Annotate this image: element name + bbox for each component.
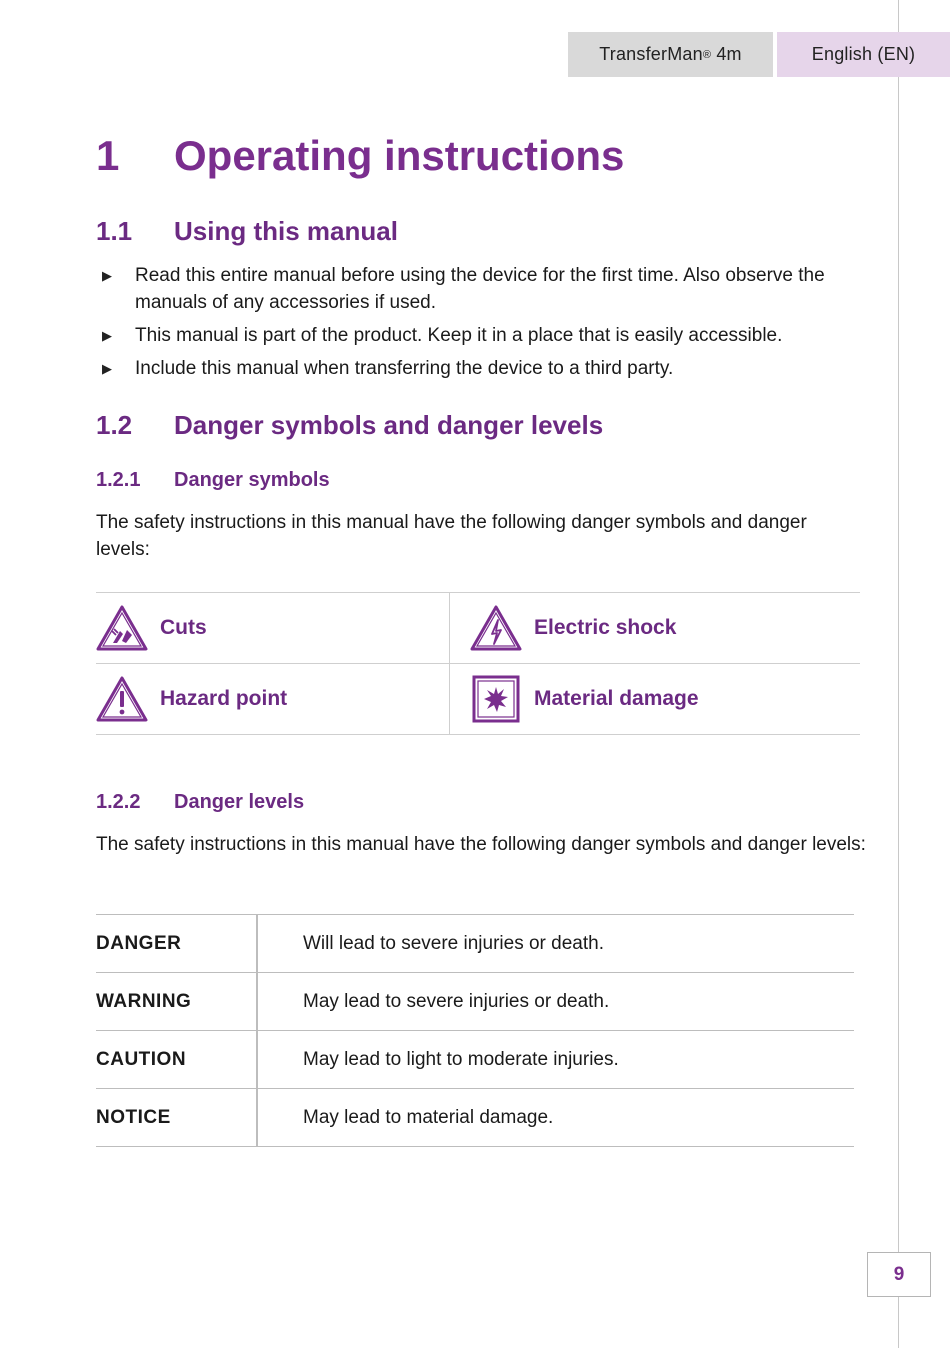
table-row [96,664,860,735]
header-product-tab [568,32,773,77]
material-damage-icon [470,675,522,723]
section-number: 1.2 [96,410,133,440]
chapter-title: Operating instructions [174,132,625,179]
header-language: English (EN) [811,44,916,64]
danger-levels-table [96,914,854,1147]
electric-shock-warning-icon [470,604,522,652]
header-language-tab [777,32,950,77]
level-description: May lead to material damage. [257,1089,854,1147]
table-row [96,593,860,664]
subsection-title: Danger symbols [174,469,330,491]
hazard-point-warning-icon [96,675,148,723]
danger-levels-intro: The safety instructions in this manual have the following danger symbols and danger levels: [96,834,866,855]
danger-symbols-table [96,592,860,735]
header-product-suffix: 4m [711,44,742,64]
subsection-title: Danger levels [174,791,305,813]
table-row [96,1031,854,1089]
level-key: CAUTION [96,1031,257,1089]
level-description: May lead to light to moderate injuries. [257,1031,854,1089]
right-margin-line [898,0,899,1348]
bullet-text: This manual is part of the product. Keep it in a place that is easily accessible. [135,325,783,346]
table-row [96,915,854,973]
level-description: Will lead to severe injuries or death. [257,915,854,973]
list-item [96,355,856,382]
page-number-box [867,1252,931,1297]
level-description: May lead to severe injuries or death. [257,973,854,1031]
header-product-reg: ® [702,48,712,61]
danger-symbols-intro: The safety instructions in this manual have the following danger symbols and danger levels: [96,512,807,560]
bullet-arrow-icon: ▶ [102,361,112,376]
level-key: DANGER [96,915,257,973]
list-item [96,322,856,349]
level-key: WARNING [96,973,257,1031]
subsection-number: 1.2.2 [96,791,141,813]
bullet-arrow-icon: ▶ [102,328,112,343]
header-product: TransferMan [599,44,703,64]
symbol-label-electric-shock: Electric shock [534,616,677,639]
section-number: 1.1 [96,216,133,246]
table-row [96,973,854,1031]
symbol-label-hazard-point: Hazard point [160,687,288,710]
page-number: 9 [893,1263,905,1285]
section-title: Danger symbols and danger levels [174,410,604,440]
symbol-label-cuts: Cuts [160,616,207,639]
usage-bullet-list [96,262,856,388]
table-row [96,1089,854,1147]
subsection-number: 1.2.1 [96,469,141,491]
level-key: NOTICE [96,1089,257,1147]
section-title: Using this manual [174,216,398,246]
symbol-label-material-damage: Material damage [534,687,699,710]
cuts-warning-icon [96,604,148,652]
bullet-text: Read this entire manual before using the device for the first time. Also observe the manuals of any accessories if used. [135,265,825,313]
bullet-text: Include this manual when transferring the device to a third party. [135,358,674,379]
chapter-number: 1 [96,132,120,179]
list-item [96,262,856,316]
bullet-arrow-icon: ▶ [102,268,112,283]
